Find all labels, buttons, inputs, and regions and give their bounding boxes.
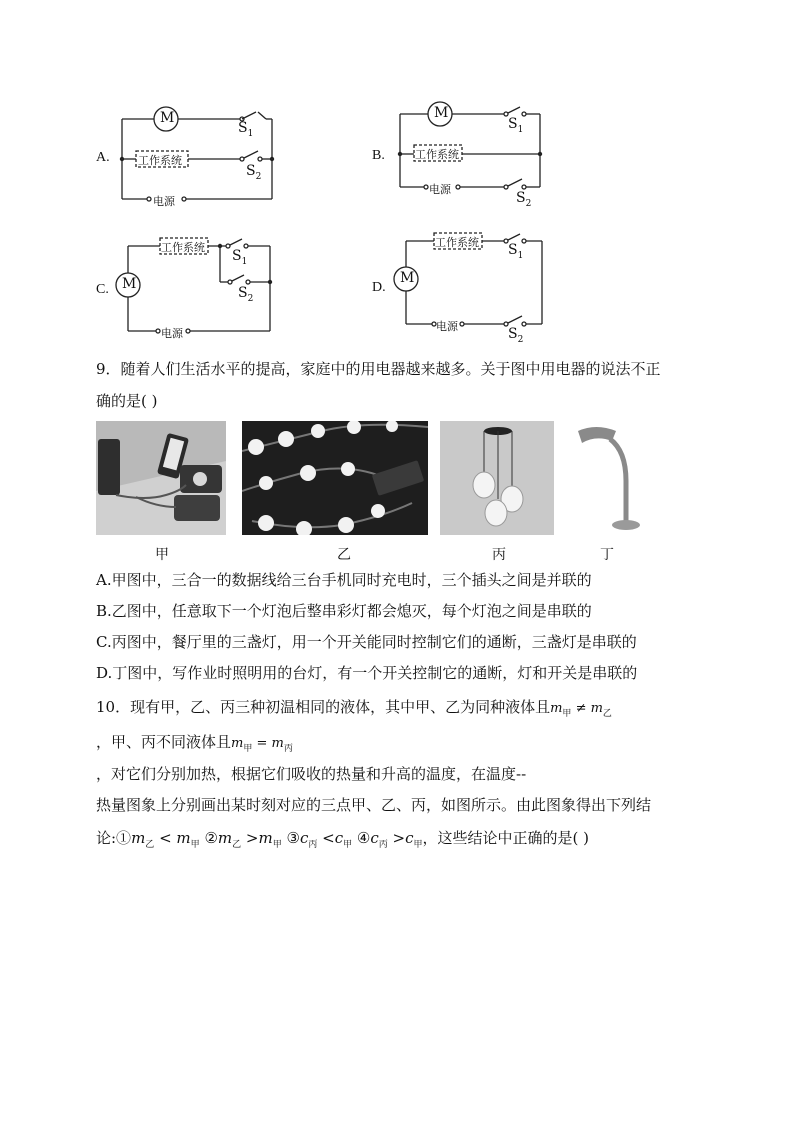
caption-bing: 丙 [492, 547, 506, 563]
q9-option-b: B.乙图中，任意取下一个灯泡后整串彩灯都会熄灭，每个灯泡之间是串联的 [96, 602, 592, 620]
motor-label: M [122, 276, 137, 292]
circuit-a-diagram [90, 100, 290, 215]
photo-desk-lamp [566, 421, 656, 535]
switch-s1-label: $S_1$ [508, 242, 524, 261]
circuit-option-a [90, 100, 290, 215]
photo-string-lights [242, 421, 428, 535]
motor-label: M [434, 105, 449, 121]
caption-yi: 乙 [337, 547, 351, 563]
option-c-letter: C. [96, 282, 109, 297]
q9-option-c: C.丙图中，餐厅里的三盏灯，用一个开关能同时控制它们的通断，三盏灯是串联的 [96, 633, 637, 651]
work-system-label: 工作系统 [435, 236, 479, 249]
switch-s2-label: $S_2$ [246, 163, 262, 182]
q10-conclusions: 论$:①m_乙 < m_甲$ $②m_乙 >m_甲$ $③c_丙 <c_甲$ $④c_丙 >c_甲$，这些结论中正确的是( ) [96, 829, 590, 850]
q9-option-d: D.丁图中，写作业时照明用的台灯，有一个开关控制它的通断，灯和开关是串联的 [96, 664, 638, 682]
q10-stem-line2: ，甲、丙不同液体且$m_甲 = m_丙$ [96, 733, 293, 754]
switch-s1-label: $S_1$ [232, 248, 248, 267]
motor-label: M [160, 110, 175, 126]
q10-stem-line3: ，对它们分别加热，根据它们吸收的热量和升高的温度，在温度-- [96, 765, 527, 783]
power-label: 电源 [161, 327, 183, 340]
caption-jia: 甲 [155, 547, 169, 563]
power-label: 电源 [429, 183, 451, 196]
motor-label: M [400, 270, 415, 286]
power-label: 电源 [436, 320, 458, 333]
circuit-option-b [368, 98, 568, 215]
work-system-label: 工作系统 [138, 154, 182, 167]
switch-s1-label: $S_1$ [508, 116, 524, 135]
q9-stem-line1: 9．随着人们生活水平的提高，家庭中的用电器越来越多。关于图中用电器的说法不正 [96, 360, 661, 378]
caption-ding: 丁 [600, 547, 614, 563]
q10-stem-line1: 10．现有甲，乙、丙三种初温相同的液体，其中甲、乙为同种液体且$m_甲 \ne m_乙$ [96, 698, 612, 719]
option-d-letter: D. [372, 280, 386, 295]
switch-s2-label: $S_2$ [508, 326, 524, 345]
switch-s2-label: $S_2$ [516, 190, 532, 209]
q9-option-a: A.甲图中，三合一的数据线给三台手机同时充电时，三个插头之间是并联的 [96, 571, 592, 589]
option-a-letter: A. [96, 150, 110, 165]
photo-pendant-lamps [440, 421, 554, 535]
work-system-label: 工作系统 [161, 241, 205, 254]
power-label: 电源 [153, 195, 175, 208]
circuit-b-diagram [368, 98, 568, 215]
circuit-option-d [368, 228, 568, 348]
option-b-letter: B. [372, 148, 385, 163]
q9-stem-line2: 确的是( ) [96, 392, 158, 410]
switch-s2-label: $S_2$ [238, 285, 254, 304]
photo-phone-charging [96, 421, 226, 535]
switch-s1-label: $S_1$ [238, 120, 254, 139]
q10-stem-line4: 热量图象上分别画出某时刻对应的三点甲、乙、丙，如图所示。由此图象得出下列结 [96, 796, 652, 814]
circuit-option-c [90, 232, 290, 347]
work-system-label: 工作系统 [415, 148, 459, 161]
